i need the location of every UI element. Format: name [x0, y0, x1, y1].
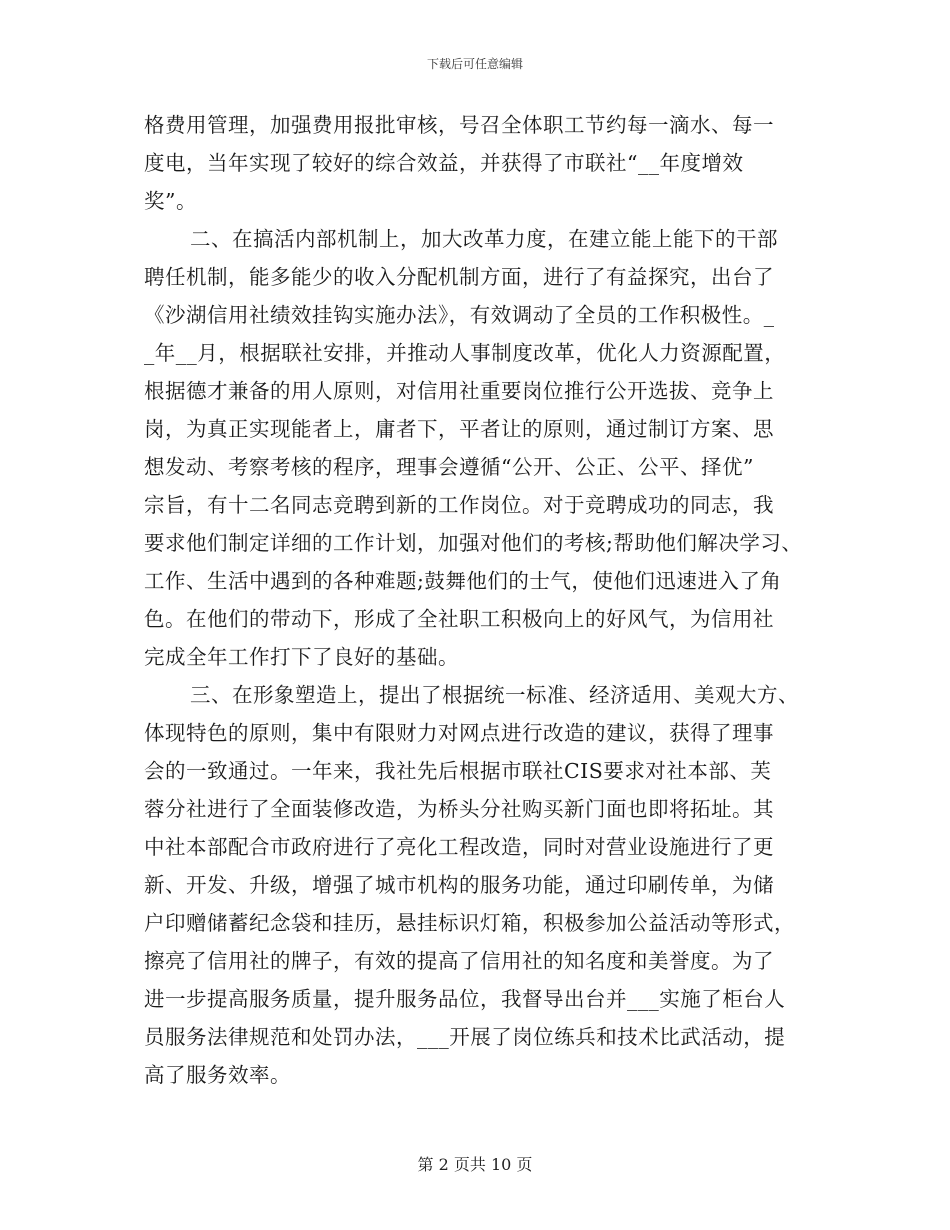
text-line: 擦亮了信用社的牌子，有效的提高了信用社的知名度和美誉度。为了 [144, 949, 774, 973]
page-header: 下载后可任意编辑 [426, 57, 523, 71]
paragraph-start-line: 三、在形象塑造上，提出了根据统一标准、经济适用、美观大方、 [190, 683, 799, 707]
text-line: _年__月，根据联社安排，并推动人事制度改革，优化人力资源配置， [144, 341, 786, 365]
text-line: 奖”。 [144, 189, 197, 213]
document-body [144, 106, 814, 1094]
text-line: 中社本部配合市政府进行了亮化工程改造，同时对营业设施进行了更 [144, 835, 774, 859]
paragraph-start-line: 二、在搞活内部机制上，加大改革力度，在建立能上能下的干部 [190, 227, 778, 251]
text-line: 高了服务效率。 [144, 1063, 291, 1087]
text-line: 体现特色的原则，集中有限财力对网点进行改造的建议，获得了理事 [144, 721, 774, 745]
text-line: 蓉分社进行了全面装修改造，为桥头分社购买新门面也即将拓址。其 [144, 797, 774, 821]
text-line: 工作、生活中遇到的各种难题;鼓舞他们的士气，使他们迅速进入了角 [144, 569, 782, 593]
text-line: 宗旨，有十二名同志竞聘到新的工作岗位。对于竞聘成功的同志，我 [144, 493, 774, 517]
text-line: 进一步提高服务质量，提升服务品位，我督导出台并___实施了柜台人 [144, 987, 786, 1011]
text-line: 聘任机制，能多能少的收入分配机制方面，进行了有益探究，出台了 [144, 265, 774, 289]
text-line: 完成全年工作打下了良好的基础。 [144, 645, 459, 669]
text-line: 度电，当年实现了较好的综合效益，并获得了市联社“__年度增效 [144, 151, 744, 175]
text-line: 要求他们制定详细的工作计划，加强对他们的考核;帮助他们解决学习、 [144, 531, 803, 555]
text-line: 格费用管理，加强费用报批审核，号召全体职工节约每一滴水、每一 [144, 113, 774, 137]
text-line: 员服务法律规范和处罚办法，___开展了岗位练兵和技术比武活动，提 [144, 1025, 786, 1049]
text-line: 《沙湖信用社绩效挂钩实施办法》，有效调动了全员的工作积极性。_ [144, 303, 775, 327]
text-line: 户印赠储蓄纪念袋和挂历，悬挂标识灯箱，积极参加公益活动等形式， [144, 911, 795, 935]
page-footer: 第 2 页共 10 页 [417, 1155, 533, 1174]
text-line: 色。在他们的带动下，形成了全社职工积极向上的好风气，为信用社 [144, 607, 774, 631]
text-line: 会的一致通过。一年来，我社先后根据市联社CIS要求对社本部、芙 [144, 759, 772, 783]
text-line: 岗，为真正实现能者上，庸者下，平者让的原则，通过制订方案、思 [144, 417, 774, 441]
text-line: 想发动、考察考核的程序，理事会遵循“公开、公正、公平、择优” [144, 455, 754, 479]
text-line: 根据德才兼备的用人原则，对信用社重要岗位推行公开选拔、竞争上 [144, 379, 774, 403]
text-line: 新、开发、升级，增强了城市机构的服务功能，通过印刷传单，为储 [144, 873, 774, 897]
